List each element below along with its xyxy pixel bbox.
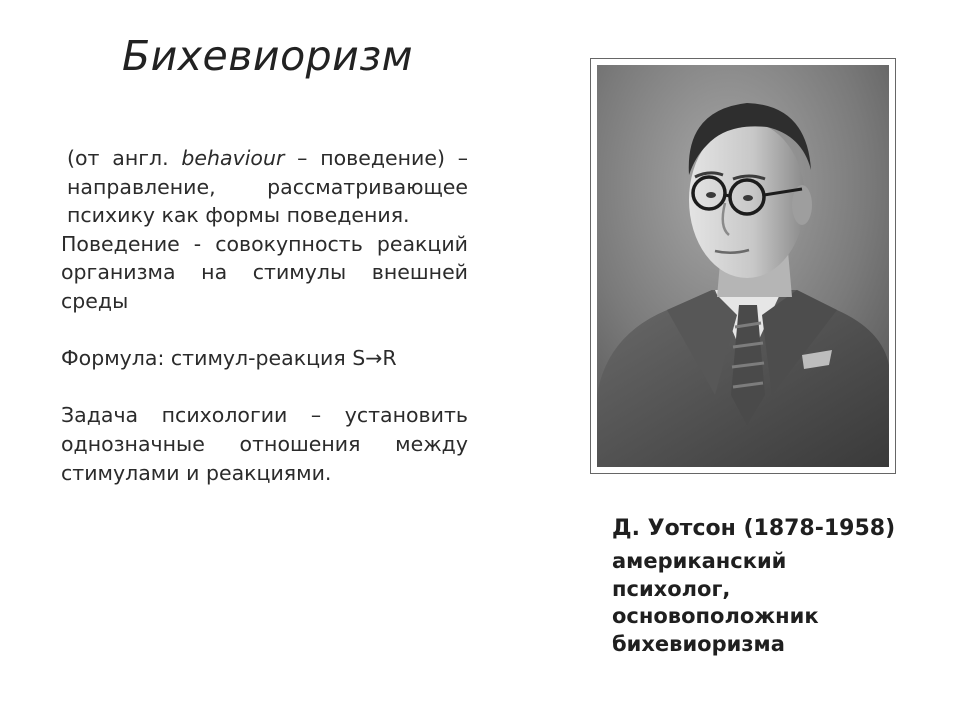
caption-description — [612, 548, 912, 658]
caption-line: психолог, — [612, 576, 731, 601]
caption-line: бихевиоризма — [612, 631, 785, 656]
portrait-illustration — [597, 65, 889, 467]
formula-label: Формула: — [61, 346, 165, 371]
formula-paragraph — [61, 344, 468, 373]
caption-line: американский — [612, 549, 787, 573]
definition-paragraph — [61, 144, 468, 230]
portrait-caption — [612, 513, 912, 658]
definition-rest: – поведение) – направление, рассматривающее психику как формы поведения. — [67, 146, 468, 228]
caption-line: основоположник — [612, 604, 819, 628]
portrait-photo — [597, 65, 889, 467]
formula-value: стимул-реакция S→R — [170, 346, 397, 371]
definition-prefix: (от англ. — [67, 146, 182, 170]
task-paragraph: Задача психологии – установить однозначные отношения между стимулами и реакциями. — [61, 403, 468, 485]
english-term: behaviour — [181, 146, 285, 170]
caption-name: Д. Уотсон (1878-1958) — [612, 516, 896, 541]
portrait-frame — [590, 58, 896, 474]
body-text — [61, 144, 468, 487]
slide-title: Бихевиоризм — [122, 32, 414, 80]
behavior-paragraph: Поведение - совокупность реакций организма на стимулы внешней среды — [61, 231, 468, 313]
